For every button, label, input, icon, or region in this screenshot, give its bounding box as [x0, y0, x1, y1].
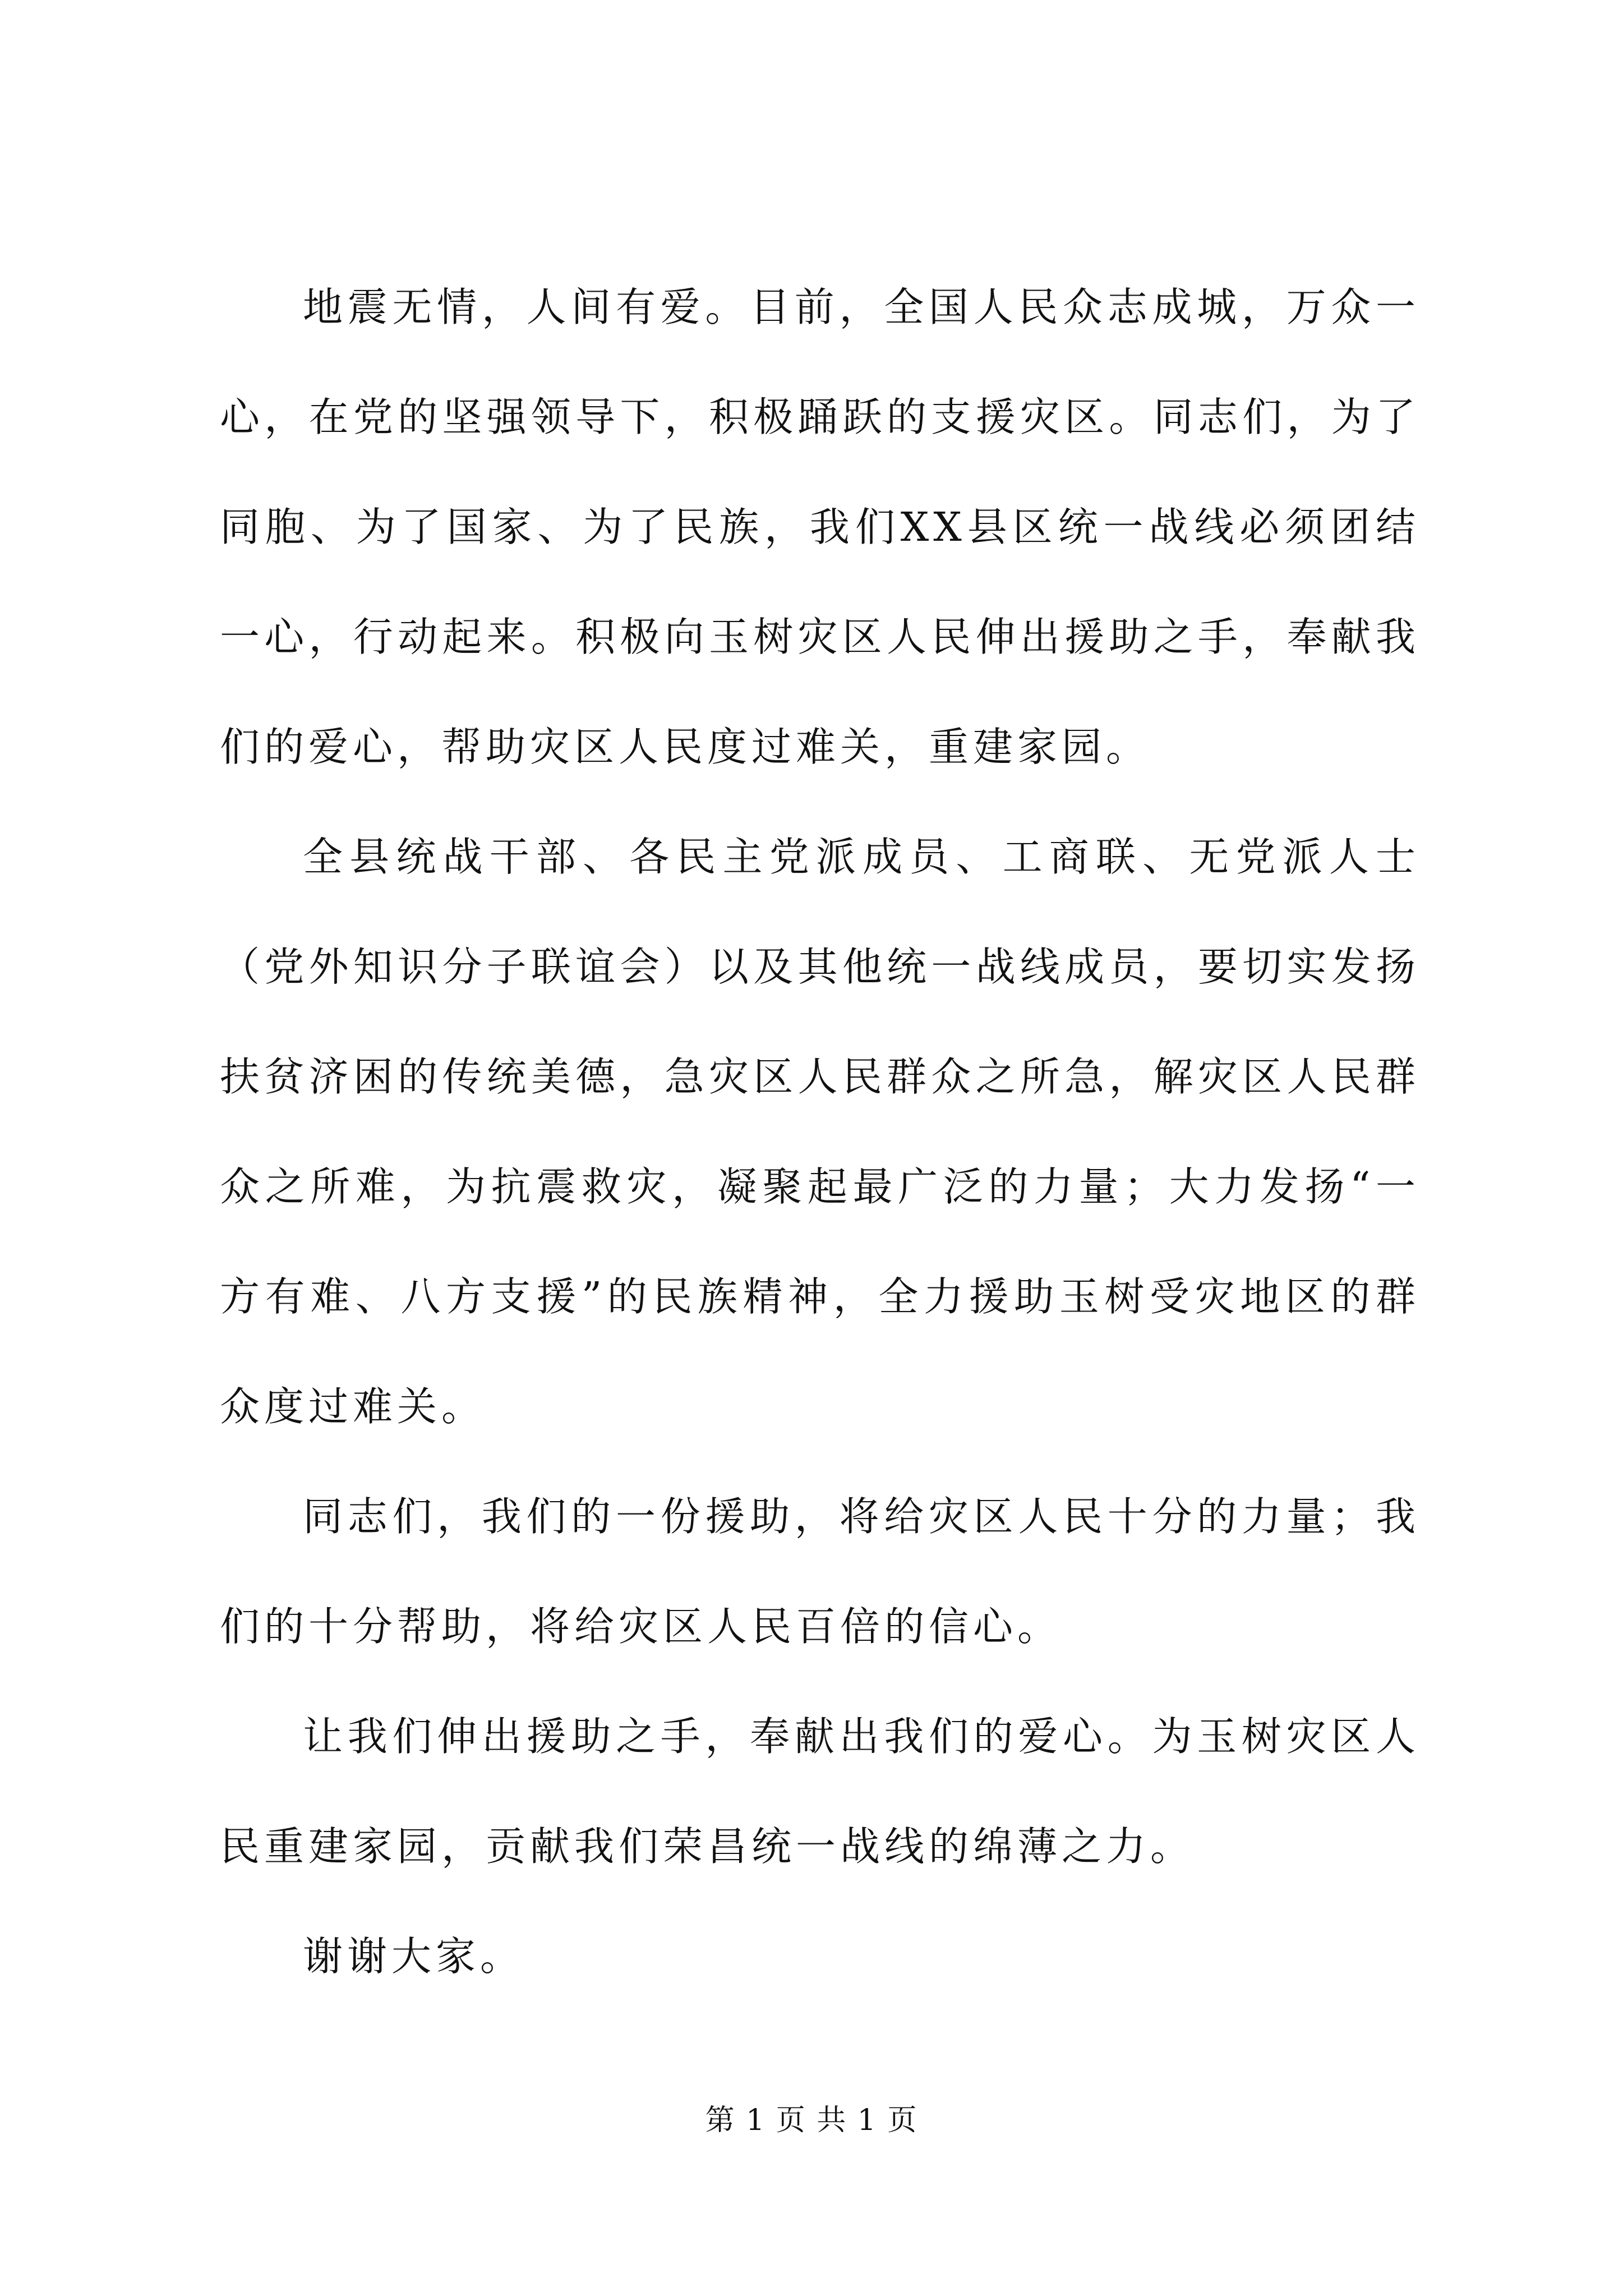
paragraph-4: 让我们伸出援助之手，奉献出我们的爱心。为玉树灾区人民重建家园，贡献我们荣昌统一战线的绵薄之力。 [220, 1713, 1420, 1870]
paragraph-3: 同志们，我们的一份援助，将给灾区人民十分的力量；我们的十分帮助，将给灾区人民百倍的信心。 [220, 1493, 1420, 1650]
paragraph-5: 谢谢大家。 [303, 1933, 525, 1980]
paragraph-2: 全县统战干部、各民主党派成员、工商联、无党派人士（党外知识分子联谊会）以及其他统一战线成员，要切实发扬扶贫济困的传统美德，急灾区人民群众之所急，解灾区人民群众之所难，为抗震救灾，凝聚起最广泛的力量；大力发扬“一方有难、八方支援”的民族精神，全力援助玉树受灾地区的群众度过难关。 [220, 834, 1420, 1430]
page-footer: 第 1 页 共 1 页 [705, 2104, 918, 2137]
document-body [220, 252, 1420, 2012]
paragraph-1: 地震无情，人间有爱。目前，全国人民众志成城，万众一心，在党的坚强领导下，积极踊跃的支援灾区。同志们，为了同胞、为了国家、为了民族，我们XX县区统一战线必须团结一心，行动起来。积极向玉树灾区人民伸出援助之手，奉献我们的爱心，帮助灾区人民度过难关，重建家园。 [220, 284, 1420, 770]
